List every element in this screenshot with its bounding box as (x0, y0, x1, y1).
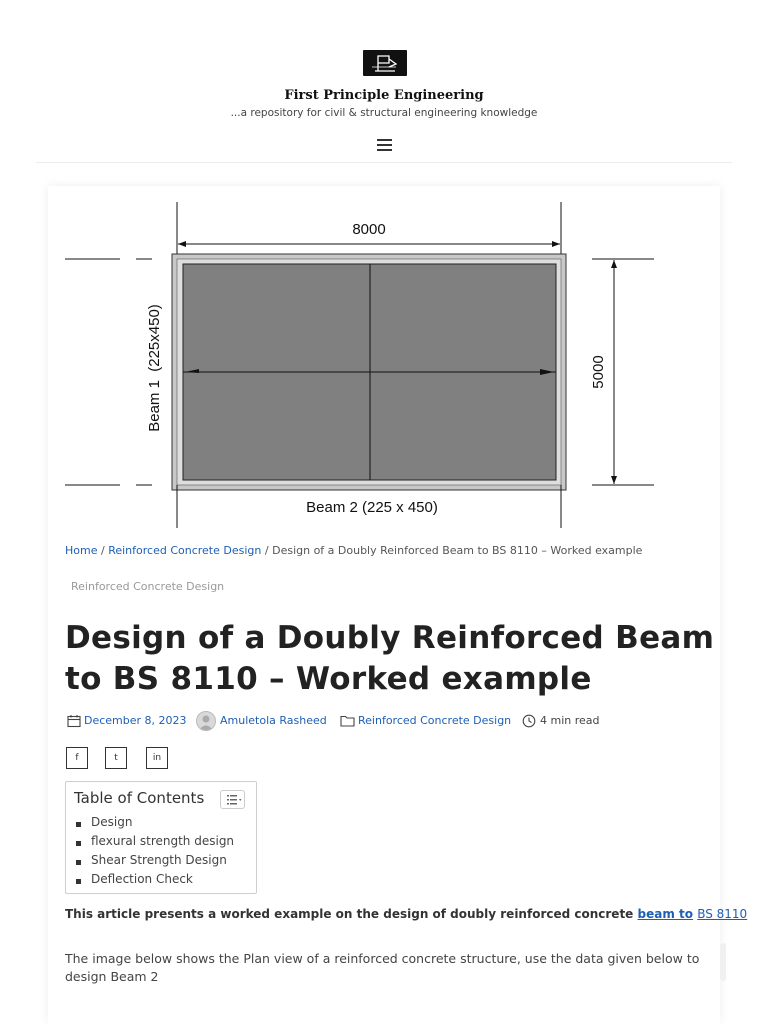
intro-text: This article presents a worked example on the design of doubly reinforced concrete (65, 907, 638, 921)
toc-item[interactable]: Shear Strength Design (74, 851, 234, 870)
hamburger-icon-bar (377, 144, 392, 146)
share-linkedin-button[interactable] (146, 747, 168, 769)
post-category-link[interactable]: Reinforced Concrete Design (358, 714, 512, 727)
linkedin-icon: in (152, 753, 162, 763)
body-paragraph: The image below shows the Plan view of a reinforced concrete structure, use the data given below to design Beam 2 (65, 951, 700, 984)
toc-list (74, 813, 234, 889)
site-header (0, 0, 768, 162)
breadcrumb-home-link[interactable]: Home (65, 544, 98, 557)
dimension-right: 5000 (590, 355, 607, 389)
clock-icon (522, 712, 536, 732)
hamburger-icon (377, 139, 392, 141)
list-icon (221, 791, 244, 808)
toc-item[interactable]: Deflection Check (74, 870, 234, 889)
breadcrumb-current: Design of a Doubly Reinforced Beam to BS 8110 – Worked example (272, 544, 643, 557)
breadcrumb (65, 544, 715, 557)
toc-title: Table of Contents (74, 789, 205, 807)
twitter-icon: t (114, 753, 118, 763)
read-time: 4 min read (540, 714, 600, 727)
featured-image (60, 196, 660, 532)
dimension-top: 8000 (352, 221, 386, 238)
toc-item[interactable]: Design (74, 813, 234, 832)
toc-toggle-button[interactable] (220, 790, 245, 809)
category-label[interactable]: Reinforced Concrete Design (71, 580, 225, 593)
author-link[interactable]: Amuletola Rasheed (220, 714, 327, 727)
post-date-link[interactable]: December 8, 2023 (84, 714, 187, 727)
author-avatar[interactable] (196, 711, 216, 731)
toc-item[interactable]: flexural strength design (74, 832, 234, 851)
site-title[interactable]: First Principle Engineering (284, 88, 484, 103)
folder-icon (340, 712, 355, 731)
site-logo[interactable] (363, 50, 407, 76)
menu-toggle-button[interactable] (377, 139, 392, 151)
hamburger-icon-bar (377, 149, 392, 151)
bs8110-link[interactable]: BS 8110 (697, 907, 748, 921)
share-facebook-button[interactable] (66, 747, 88, 769)
scrollbar-thumb[interactable] (720, 943, 726, 981)
breadcrumb-separator: / (264, 544, 269, 557)
site-tagline: ...a repository for civil & structural engineering knowledge (230, 107, 538, 119)
intro-paragraph (65, 907, 747, 921)
beam-2-label: Beam 2 (225 x 450) (306, 499, 438, 516)
beam-to-link[interactable]: beam to (637, 907, 694, 921)
share-twitter-button[interactable] (105, 747, 127, 769)
breadcrumb-separator: / (100, 544, 105, 557)
calendar-icon (67, 712, 81, 732)
breadcrumb-category-link[interactable]: Reinforced Concrete Design (108, 544, 262, 557)
header-divider (36, 162, 732, 163)
facebook-icon: f (75, 753, 79, 763)
table-of-contents (65, 781, 257, 894)
beam-1-label: Beam 1 (225x450) (146, 304, 163, 432)
post-title: Design of a Doubly Reinforced Beam to BS 8110 – Worked example (65, 620, 715, 697)
